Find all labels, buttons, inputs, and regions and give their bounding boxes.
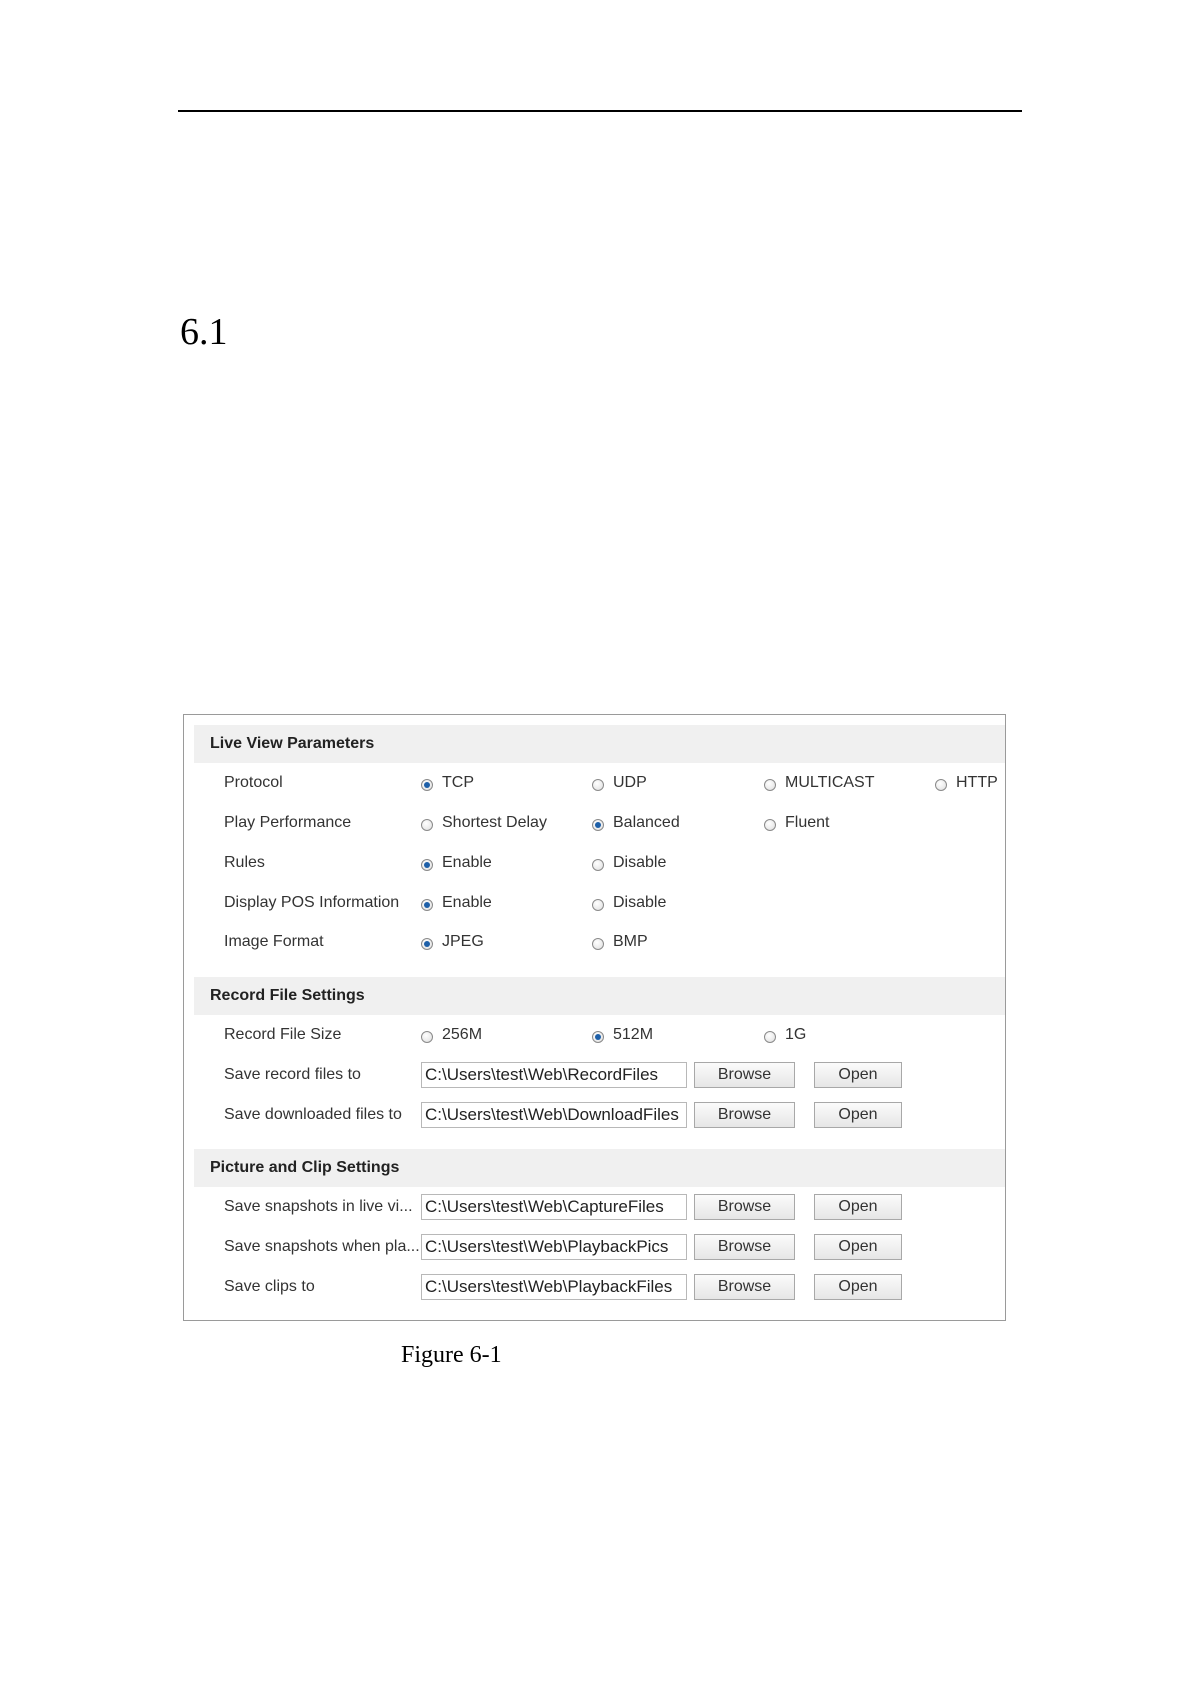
image-format-row	[184, 927, 1005, 957]
save-downloaded-row	[184, 1100, 1005, 1130]
display-pos-row	[184, 888, 1005, 918]
section-number: 6.1	[180, 311, 228, 353]
save-clips-browse-button[interactable]: Browse	[694, 1274, 795, 1300]
save-snapshots-live-browse-button[interactable]: Browse	[694, 1194, 795, 1220]
format-bmp-radio[interactable]: BMP	[592, 927, 648, 957]
save-downloaded-path-input[interactable]: C:\Users\test\Web\DownloadFiles	[421, 1102, 687, 1128]
radio-icon	[592, 859, 604, 871]
save-clips-row	[184, 1272, 1005, 1302]
radio-selected-icon	[421, 899, 433, 911]
save-clips-path-input[interactable]: C:\Users\test\Web\PlaybackFiles	[421, 1274, 687, 1300]
size-256m-radio[interactable]: 256M	[421, 1020, 482, 1050]
radio-icon	[764, 779, 776, 791]
save-snapshots-playback-path-input[interactable]: C:\Users\test\Web\PlaybackPics	[421, 1234, 687, 1260]
radio-icon	[592, 779, 604, 791]
save-snapshots-playback-open-button[interactable]: Open	[814, 1234, 902, 1260]
protocol-row	[184, 768, 1005, 798]
radio-icon	[764, 1031, 776, 1043]
save-snapshots-live-label: Save snapshots in live vi...	[224, 1198, 413, 1215]
pos-disable-radio[interactable]: Disable	[592, 888, 666, 918]
protocol-http-radio[interactable]: HTTP	[935, 768, 998, 798]
play-performance-label: Play Performance	[224, 814, 352, 831]
radio-icon	[421, 1031, 433, 1043]
local-config-figure	[183, 714, 1006, 1321]
save-clips-label: Save clips to	[224, 1278, 315, 1295]
image-format-label: Image Format	[224, 933, 324, 950]
picture-clip-header: Picture and Clip Settings	[194, 1149, 1005, 1187]
save-snapshots-live-open-button[interactable]: Open	[814, 1194, 902, 1220]
save-snapshots-playback-label: Save snapshots when pla...	[224, 1238, 420, 1255]
save-snapshots-playback-browse-button[interactable]: Browse	[694, 1234, 795, 1260]
rules-disable-radio[interactable]: Disable	[592, 848, 666, 878]
performance-fluent-radio[interactable]: Fluent	[764, 808, 829, 838]
radio-icon	[764, 819, 776, 831]
radio-icon	[421, 819, 433, 831]
save-downloaded-open-button[interactable]: Open	[814, 1102, 902, 1128]
performance-shortest-delay-radio[interactable]: Shortest Delay	[421, 808, 547, 838]
save-snapshots-playback-row	[184, 1232, 1005, 1262]
save-snapshots-live-row	[184, 1192, 1005, 1222]
radio-selected-icon	[421, 779, 433, 791]
save-record-browse-button[interactable]: Browse	[694, 1062, 795, 1088]
radio-selected-icon	[592, 1031, 604, 1043]
top-rule	[178, 110, 1022, 112]
display-pos-label: Display POS Information	[224, 894, 400, 911]
rules-row	[184, 848, 1005, 878]
radio-icon	[935, 779, 947, 791]
protocol-multicast-radio[interactable]: MULTICAST	[764, 768, 874, 798]
save-record-open-button[interactable]: Open	[814, 1062, 902, 1088]
figure-caption: Figure 6-1	[401, 1342, 502, 1368]
radio-selected-icon	[421, 859, 433, 871]
protocol-udp-radio[interactable]: UDP	[592, 768, 647, 798]
play-performance-row	[184, 808, 1005, 838]
save-clips-open-button[interactable]: Open	[814, 1274, 902, 1300]
protocol-label: Protocol	[224, 774, 283, 791]
rules-enable-radio[interactable]: Enable	[421, 848, 492, 878]
format-jpeg-radio[interactable]: JPEG	[421, 927, 484, 957]
rules-label: Rules	[224, 854, 265, 871]
save-record-row	[184, 1060, 1005, 1090]
radio-selected-icon	[592, 819, 604, 831]
performance-balanced-radio[interactable]: Balanced	[592, 808, 680, 838]
save-record-label: Save record files to	[224, 1066, 361, 1083]
record-file-size-row	[184, 1020, 1005, 1050]
protocol-tcp-radio[interactable]: TCP	[421, 768, 474, 798]
size-1g-radio[interactable]: 1G	[764, 1020, 806, 1050]
save-downloaded-label: Save downloaded files to	[224, 1106, 402, 1123]
save-downloaded-browse-button[interactable]: Browse	[694, 1102, 795, 1128]
size-512m-radio[interactable]: 512M	[592, 1020, 653, 1050]
record-file-size-label: Record File Size	[224, 1026, 342, 1043]
live-view-header: Live View Parameters	[194, 725, 1005, 763]
pos-enable-radio[interactable]: Enable	[421, 888, 492, 918]
record-file-header: Record File Settings	[194, 977, 1005, 1015]
radio-icon	[592, 899, 604, 911]
radio-selected-icon	[421, 938, 433, 950]
save-snapshots-live-path-input[interactable]: C:\Users\test\Web\CaptureFiles	[421, 1194, 687, 1220]
save-record-path-input[interactable]: C:\Users\test\Web\RecordFiles	[421, 1062, 687, 1088]
radio-icon	[592, 938, 604, 950]
